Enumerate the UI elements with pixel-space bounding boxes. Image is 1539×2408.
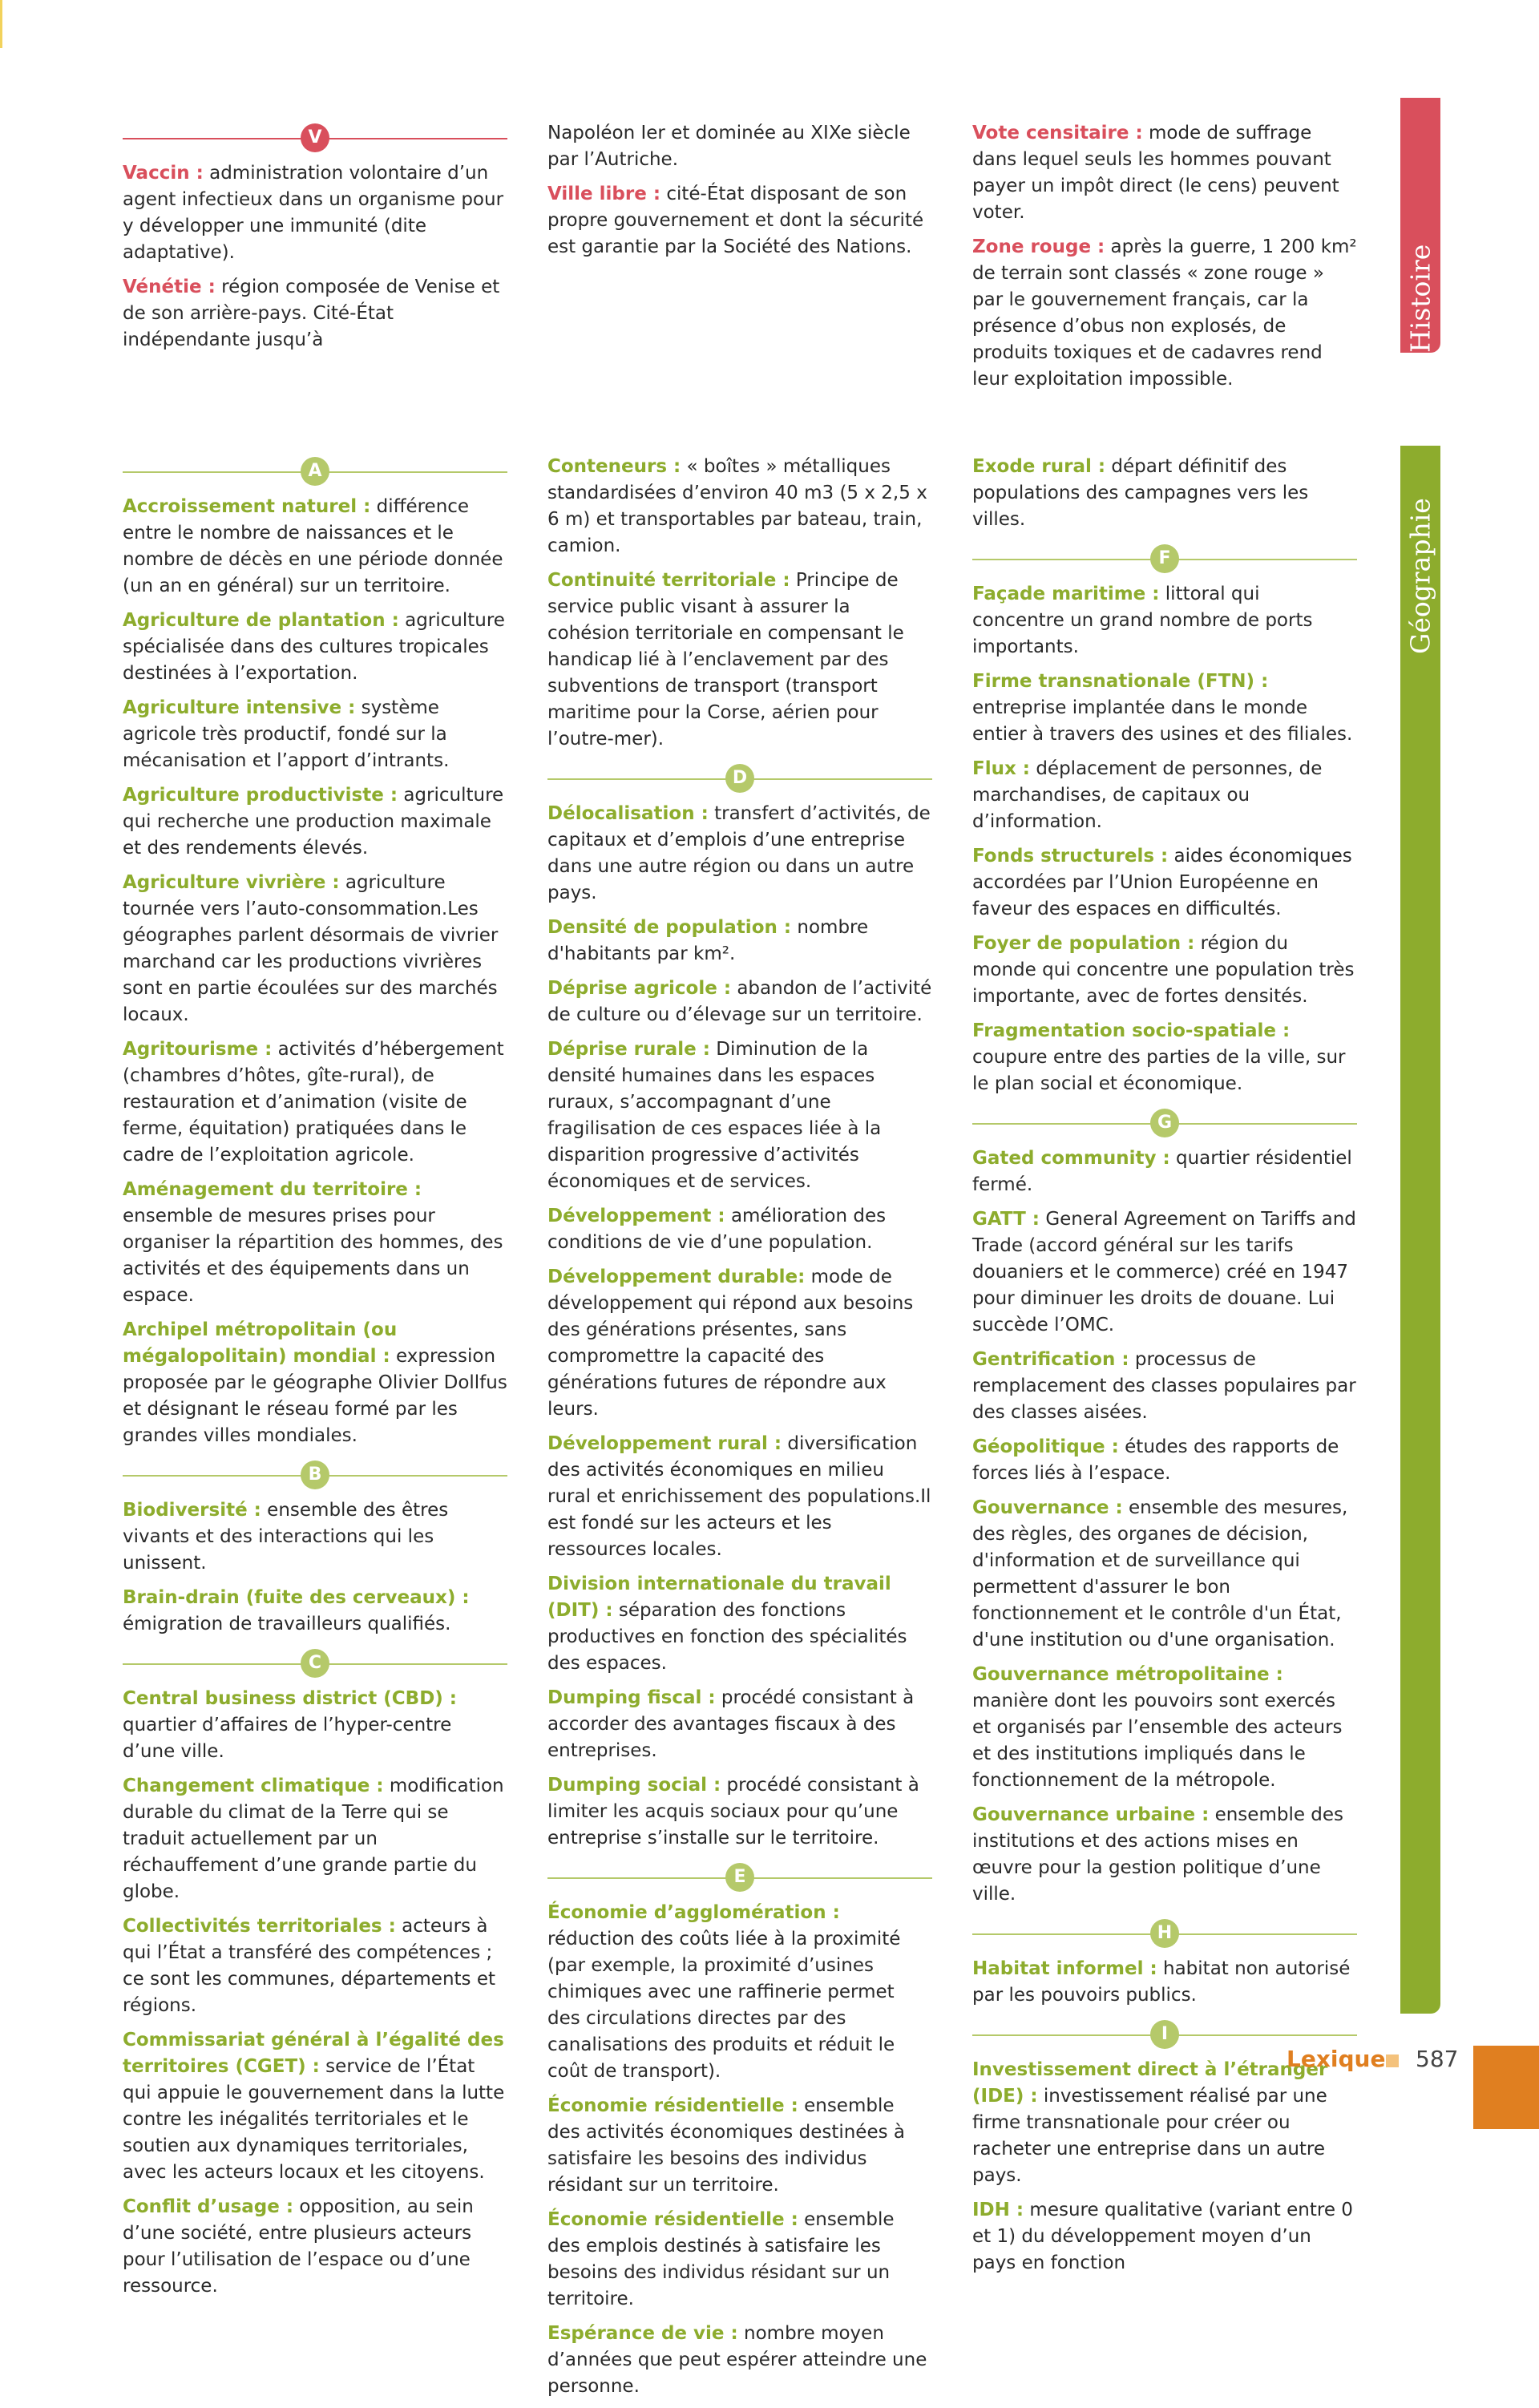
entry-term: Fragmentation socio-spatiale : (972, 1020, 1291, 1041)
entry-definition: ensemble des institutions et des actions mises en œuvre pour la gestion politique d’une ville. (972, 1804, 1344, 1905)
glossary-entry (123, 2027, 507, 2186)
entry-term: Vote censitaire : (972, 123, 1143, 143)
letter-badge: D (725, 764, 754, 793)
entry-term: Économie résidentielle : (547, 2095, 798, 2116)
entry-term: Foyer de population : (972, 933, 1195, 954)
glossary-entry (547, 568, 932, 753)
glossary-entry (123, 160, 507, 266)
glossary-entry (123, 695, 507, 774)
glossary-entry (972, 120, 1357, 226)
glossary-entry (123, 494, 507, 600)
entry-term: Firme transnationale (FTN) : (972, 671, 1269, 692)
entry-term: Vénétie : (123, 277, 216, 297)
entry-definition: ensemble de mesures prises pour organiser la répartition des hommes, des activités et des équipements dans un espace. (123, 1206, 503, 1306)
entry-term: Commissariat général à l’égalité des territoires (CGET) : (123, 2030, 504, 2077)
entry-definition: administration volontaire d’un agent infectieux dans un organisme pour y développer une immunité (dite adaptative). (123, 163, 504, 263)
letter-divider-v (123, 120, 507, 156)
entry-definition: aides économiques accordées par l’Union Européenne en faveur des espaces en difficultés. (972, 846, 1352, 919)
entry-definition: nombre d'habitants par km². (547, 917, 869, 964)
letter-badge: F (1150, 544, 1179, 573)
entry-term: Délocalisation : (547, 803, 709, 824)
geographie-tab-label: Géographie (1404, 498, 1436, 654)
entry-term: Dumping social : (547, 1775, 721, 1796)
entry-term: Agritourisme : (123, 1039, 273, 1060)
entry-term: Densité de population : (547, 917, 792, 938)
glossary-entry (972, 2197, 1357, 2277)
glossary-entry (972, 234, 1357, 393)
glossary-entry (547, 1772, 932, 1852)
geographie-column-3 (972, 454, 1357, 2285)
entry-definition: opposition, au sein d’une société, entre plusieurs acteurs pour l’utilisation de l’espace ou d’une ressource. (123, 2196, 474, 2297)
glossary-entry (972, 1662, 1357, 1794)
entry-term: IDH : (972, 2200, 1024, 2220)
letter-divider-a (123, 454, 507, 489)
letter-badge: B (301, 1461, 329, 1489)
glossary-entry (547, 1685, 932, 1764)
entry-term: Changement climatique : (123, 1776, 384, 1796)
entry-definition: processus de remplacement des classes populaires par des classes aisées. (972, 1349, 1356, 1423)
entry-term: Conteneurs : (547, 456, 681, 477)
letter-divider-h (972, 1916, 1357, 1951)
entry-definition: émigration de travailleurs qualifiés. (123, 1614, 451, 1634)
entry-definition: « boîtes » métalliques standardisées d’environ 40 m3 (5 x 2,5 x 6 m) et transportables par bateau, train, camion. (547, 456, 927, 556)
entry-definition: transfert d’activités, de capitaux et d’emplois d’une entreprise dans une autre région ou dans un autre pays. (547, 803, 931, 903)
glossary-entry (547, 2093, 932, 2199)
entry-definition: agriculture tournée vers l’auto-consommation.Les géographes parlent désormais de vivrier marchand car les productions vivrières sont en partie écoulées sur des marchés locaux. (123, 872, 499, 1025)
entry-term: Exode rural : (972, 456, 1106, 477)
glossary-entry (972, 669, 1357, 748)
entry-definition: manière dont les pouvoirs sont exercés et organisés par l’ensemble des acteurs et des institutions impliqués dans le fonctionnement de la métropole. (972, 1691, 1343, 1791)
entry-definition: amélioration des conditions de vie d’une population. (547, 1206, 887, 1253)
glossary-entry (123, 608, 507, 687)
glossary-entry (972, 1206, 1357, 1339)
footer-section-label: Lexique (1287, 2046, 1386, 2072)
entry-definition: départ définitif des populations des campagnes vers les villes. (972, 456, 1309, 530)
letter-badge: H (1150, 1919, 1179, 1948)
letter-badge: I (1150, 2020, 1179, 2049)
entry-definition: agriculture spécialisée dans des cultures tropicales destinées à l’exportation. (123, 610, 505, 684)
glossary-entry (972, 1495, 1357, 1654)
entry-term: Central business district (CBD) : (123, 1688, 457, 1709)
glossary-entry (547, 1900, 932, 2085)
glossary-entry (972, 1802, 1357, 1908)
entry-definition: cité-État disposant de son propre gouvernement et dont la sécurité est garantie par la Société des Nations. (547, 184, 924, 257)
entry-definition: abandon de l’activité de culture ou d’élevage sur un territoire. (547, 978, 932, 1025)
glossary-entry (972, 1956, 1357, 2009)
entry-term: Développement rural : (547, 1433, 782, 1454)
glossary-entry (972, 843, 1357, 923)
glossary-entry (123, 1317, 507, 1449)
entry-term: Gentrification : (972, 1349, 1129, 1370)
entry-term: Archipel métropolitain (ou mégalopolitain) mondial : (123, 1319, 398, 1367)
page-corner-block (1473, 2046, 1539, 2129)
entry-term: Dumping fiscal : (547, 1687, 716, 1708)
glossary-entry (547, 2207, 932, 2313)
entry-definition: coupure entre des parties de la ville, sur le plan social et économique. (972, 1047, 1346, 1094)
entry-definition: service de l’État qui appuie le gouvernement dans la lutte contre les inégalités territoriales et le soutien aux dynamiques territoriales, avec les acteurs locaux et les citoyens. (123, 2056, 505, 2183)
glossary-entry (972, 1434, 1357, 1487)
glossary-entry (972, 2057, 1357, 2189)
entry-definition: mode de suffrage dans lequel seuls les hommes pouvant payer un impôt direct (le cens) peuvent voter. (972, 123, 1339, 223)
entry-definition: région composée de Venise et de son arrière-pays. Cité-État indépendante jusqu’à (123, 277, 500, 350)
glossary-entry (972, 756, 1357, 835)
footer-separator-square (1386, 2054, 1399, 2067)
letter-badge: C (301, 1649, 329, 1678)
letter-divider-d (547, 761, 932, 796)
entry-term: Aménagement du territoire : (123, 1179, 422, 1200)
letter-badge: A (301, 457, 329, 486)
entry-definition: région du monde qui concentre une population très importante, avec de fortes densités. (972, 933, 1355, 1007)
entry-definition: après la guerre, 1 200 km² de terrain sont classés « zone rouge » par le gouvernement français, car la présence d’obus non explosés, de produits toxiques et de cadavres rend leur exploitation impossible. (972, 236, 1357, 390)
entry-definition: quartier résidentiel fermé. (972, 1148, 1352, 1195)
histoire-section-tab (1400, 98, 1440, 353)
glossary-entry (547, 1264, 932, 1423)
glossary-entry-continuation: Napoléon Ier et dominée au XIXe siècle par l’Autriche. (547, 123, 911, 170)
letter-divider-f (972, 541, 1357, 576)
entry-term: Biodiversité : (123, 1500, 261, 1521)
entry-term: Agriculture de plantation : (123, 610, 399, 631)
glossary-entry (547, 2321, 932, 2400)
letter-divider-b (123, 1457, 507, 1493)
entry-term: Économie résidentielle : (547, 2209, 798, 2230)
histoire-column-2 (547, 120, 932, 269)
letter-divider-e (547, 1860, 932, 1895)
entry-term: Gated community : (972, 1148, 1170, 1169)
entry-definition: système agricole très productif, fondé sur la mécanisation et l’apport d’intrants. (123, 697, 450, 771)
entry-definition: Principe de service public visant à assurer la cohésion territoriale en compensant le handicap lié à l’enclavement par des subventions de transport (transport maritime pour la Corse, aérien pour l’outre-mer). (547, 570, 904, 749)
glossary-entry (972, 454, 1357, 533)
entry-definition: mesure qualitative (variant entre 0 et 1) du développement moyen d’un pays en fonction (972, 2200, 1353, 2273)
entry-definition: réduction des coûts liée à la proximité (par exemple, la proximité d’usines chimiques avec une raffinerie permet des circulations directes par des canalisations des produits et réduit le coût de transport). (547, 1929, 901, 2082)
entry-definition: nombre moyen d’années que peut espérer atteindre une personne. (547, 2323, 927, 2397)
entry-term: Investissement direct à l’étranger (IDE) : (972, 2059, 1328, 2107)
glossary-entry (123, 1913, 507, 2019)
entry-term: Vaccin : (123, 163, 204, 184)
entry-definition: General Agreement on Tariffs and Trade (accord général sur les tarifs douaniers et le commerce) créé en 1947 pour diminuer les droits de douane. Lui succède l’OMC. (972, 1209, 1356, 1335)
letter-divider-c (123, 1646, 507, 1681)
glossary-entry (547, 181, 932, 261)
entry-definition: investissement réalisé par une firme transnationale pour créer ou racheter une entreprise dans un autre pays. (972, 2086, 1327, 2186)
letter-badge: V (301, 123, 329, 152)
entry-definition: modification durable du climat de la Terre qui se traduit actuellement par un réchauffement d’une grande partie du globe. (123, 1776, 504, 1902)
entry-term: Gouvernance : (972, 1497, 1123, 1518)
histoire-tab-label: Histoire (1404, 244, 1436, 353)
entry-term: Flux : (972, 758, 1031, 779)
glossary-entry (972, 1145, 1357, 1198)
entry-term: Déprise agricole : (547, 978, 732, 999)
entry-term: Continuité territoriale : (547, 570, 790, 591)
page-number: 587 (1416, 2046, 1459, 2072)
entry-definition: Diminution de la densité humaines dans les espaces ruraux, s’accompagnant d’une fragilisation de ces espaces liée à la disparition progressive d’activités économiques et de services. (547, 1039, 882, 1192)
geographie-section-tab (1400, 446, 1440, 2014)
entry-term: Conflit d’usage : (123, 2196, 294, 2217)
entry-term: Agriculture intensive : (123, 697, 356, 718)
letter-divider-g (972, 1105, 1357, 1141)
entry-term: Accroissement naturel : (123, 496, 371, 517)
entry-definition: entreprise implantée dans le monde entier à travers des usines et des filiales. (972, 697, 1353, 745)
entry-definition: agriculture qui recherche une production maximale et des rendements élevés. (123, 785, 504, 859)
entry-definition: activités d’hébergement (chambres d’hôtes, gîte-rural), de restauration et d’animation (visite de ferme, équitation) pratiquées dans le cadre de l’exploitation agricole. (123, 1039, 504, 1166)
entry-definition: procédé consistant à accorder des avantages fiscaux à des entreprises. (547, 1687, 915, 1761)
entry-term: Agriculture vivrière : (123, 872, 340, 893)
entry-definition: habitat non autorisé par les pouvoirs publics. (972, 1958, 1351, 2006)
letter-badge: E (725, 1863, 754, 1892)
glossary-entry (123, 1177, 507, 1309)
entry-definition: diversification des activités économiques en milieu rural et enrichissement des populations.Il est fondé sur les acteurs et les ressources locales. (547, 1433, 931, 1560)
histoire-column-3 (972, 120, 1357, 401)
entry-definition: ensemble des emplois destinés à satisfaire les besoins des individus résidant sur un territoire. (547, 2209, 895, 2309)
entry-definition: quartier d’affaires de l’hyper-centre d’une ville. (123, 1715, 452, 1762)
glossary-entry (547, 801, 932, 907)
entry-definition: ensemble des mesures, des règles, des organes de décision, d'information et de surveillance qui permettent d'assurer le bon fonctionnement et le contrôle d'un État, d'une institution ou d'une organisation. (972, 1497, 1348, 1650)
geographie-column-1 (123, 454, 507, 2308)
entry-definition: mode de développement qui répond aux besoins des générations présentes, sans compromettre la capacité des générations futures de répondre aux leurs. (547, 1267, 914, 1420)
glossary-entry (972, 1018, 1357, 1097)
glossary-entry (972, 931, 1357, 1010)
glossary-entry (547, 976, 932, 1028)
glossary-entry (123, 782, 507, 862)
entry-term: Façade maritime : (972, 584, 1160, 604)
glossary-entry (123, 870, 507, 1028)
entry-term: Habitat informel : (972, 1958, 1157, 1979)
corner-mark (0, 0, 2, 48)
entry-definition: études des rapports de forces liés à l’espace. (972, 1436, 1339, 1484)
entry-definition: ensemble des activités économiques destinées à satisfaire les besoins des individus résidant sur un territoire. (547, 2095, 905, 2196)
glossary-entry (972, 581, 1357, 661)
glossary-entry (547, 1571, 932, 1677)
entry-term: Déprise rurale : (547, 1039, 710, 1060)
geographie-column-2 (547, 454, 932, 2408)
entry-term: Collectivités territoriales : (123, 1916, 396, 1937)
entry-definition: séparation des fonctions productives en fonction des spécialités des espaces. (547, 1600, 907, 1674)
glossary-entry (547, 1036, 932, 1195)
glossary-entry (123, 1585, 507, 1638)
entry-term: Zone rouge : (972, 236, 1105, 257)
entry-term: Brain-drain (fuite des cerveaux) : (123, 1587, 470, 1608)
entry-term: Développement durable: (547, 1267, 806, 1287)
entry-term: Gouvernance métropolitaine : (972, 1664, 1283, 1685)
letter-badge: G (1150, 1109, 1179, 1137)
glossary-entry (547, 915, 932, 968)
glossary-entry (547, 1203, 932, 1256)
entry-term: Développement : (547, 1206, 725, 1226)
entry-definition: ensemble des êtres vivants et des interactions qui les unissent. (123, 1500, 449, 1574)
histoire-column-1 (123, 120, 507, 362)
glossary-entry (972, 1347, 1357, 1426)
entry-term: Gouvernance urbaine : (972, 1804, 1210, 1825)
glossary-entry (123, 1686, 507, 1765)
glossary-entry (547, 454, 932, 560)
entry-definition: acteurs à qui l’État a transféré des compétences ; ce sont les communes, départements et régions. (123, 1916, 496, 2016)
glossary-entry (123, 274, 507, 354)
glossary-entry (123, 1773, 507, 1905)
entry-definition: expression proposée par le géographe Olivier Dollfus et désignant le réseau formé par les grandes villes mondiales. (123, 1346, 507, 1446)
glossary-entry (123, 1036, 507, 1169)
entry-term: Agriculture productiviste : (123, 785, 398, 806)
entry-definition: déplacement de personnes, de marchandises, de capitaux ou d’information. (972, 758, 1323, 832)
entry-term: GATT : (972, 1209, 1040, 1230)
entry-term: Fonds structurels : (972, 846, 1169, 867)
glossary-entry (123, 2194, 507, 2300)
entry-term: Ville libre : (547, 184, 661, 204)
glossary-entry (123, 1497, 507, 1577)
entry-term: Économie d’agglomération : (547, 1902, 840, 1923)
entry-term: Géopolitique : (972, 1436, 1119, 1457)
entry-definition: différence entre le nombre de naissances et le nombre de décès en une période donnée (un an en général) sur un territoire. (123, 496, 503, 596)
entry-term: Espérance de vie : (547, 2323, 738, 2344)
entry-term: Division internationale du travail (DIT) : (547, 1574, 891, 1621)
glossary-entry (547, 1431, 932, 1563)
entry-definition: procédé consistant à limiter les acquis sociaux pour qu’une entreprise s’installe sur le territoire. (547, 1775, 919, 1848)
entry-definition: littoral qui concentre un grand nombre de ports importants. (972, 584, 1313, 657)
